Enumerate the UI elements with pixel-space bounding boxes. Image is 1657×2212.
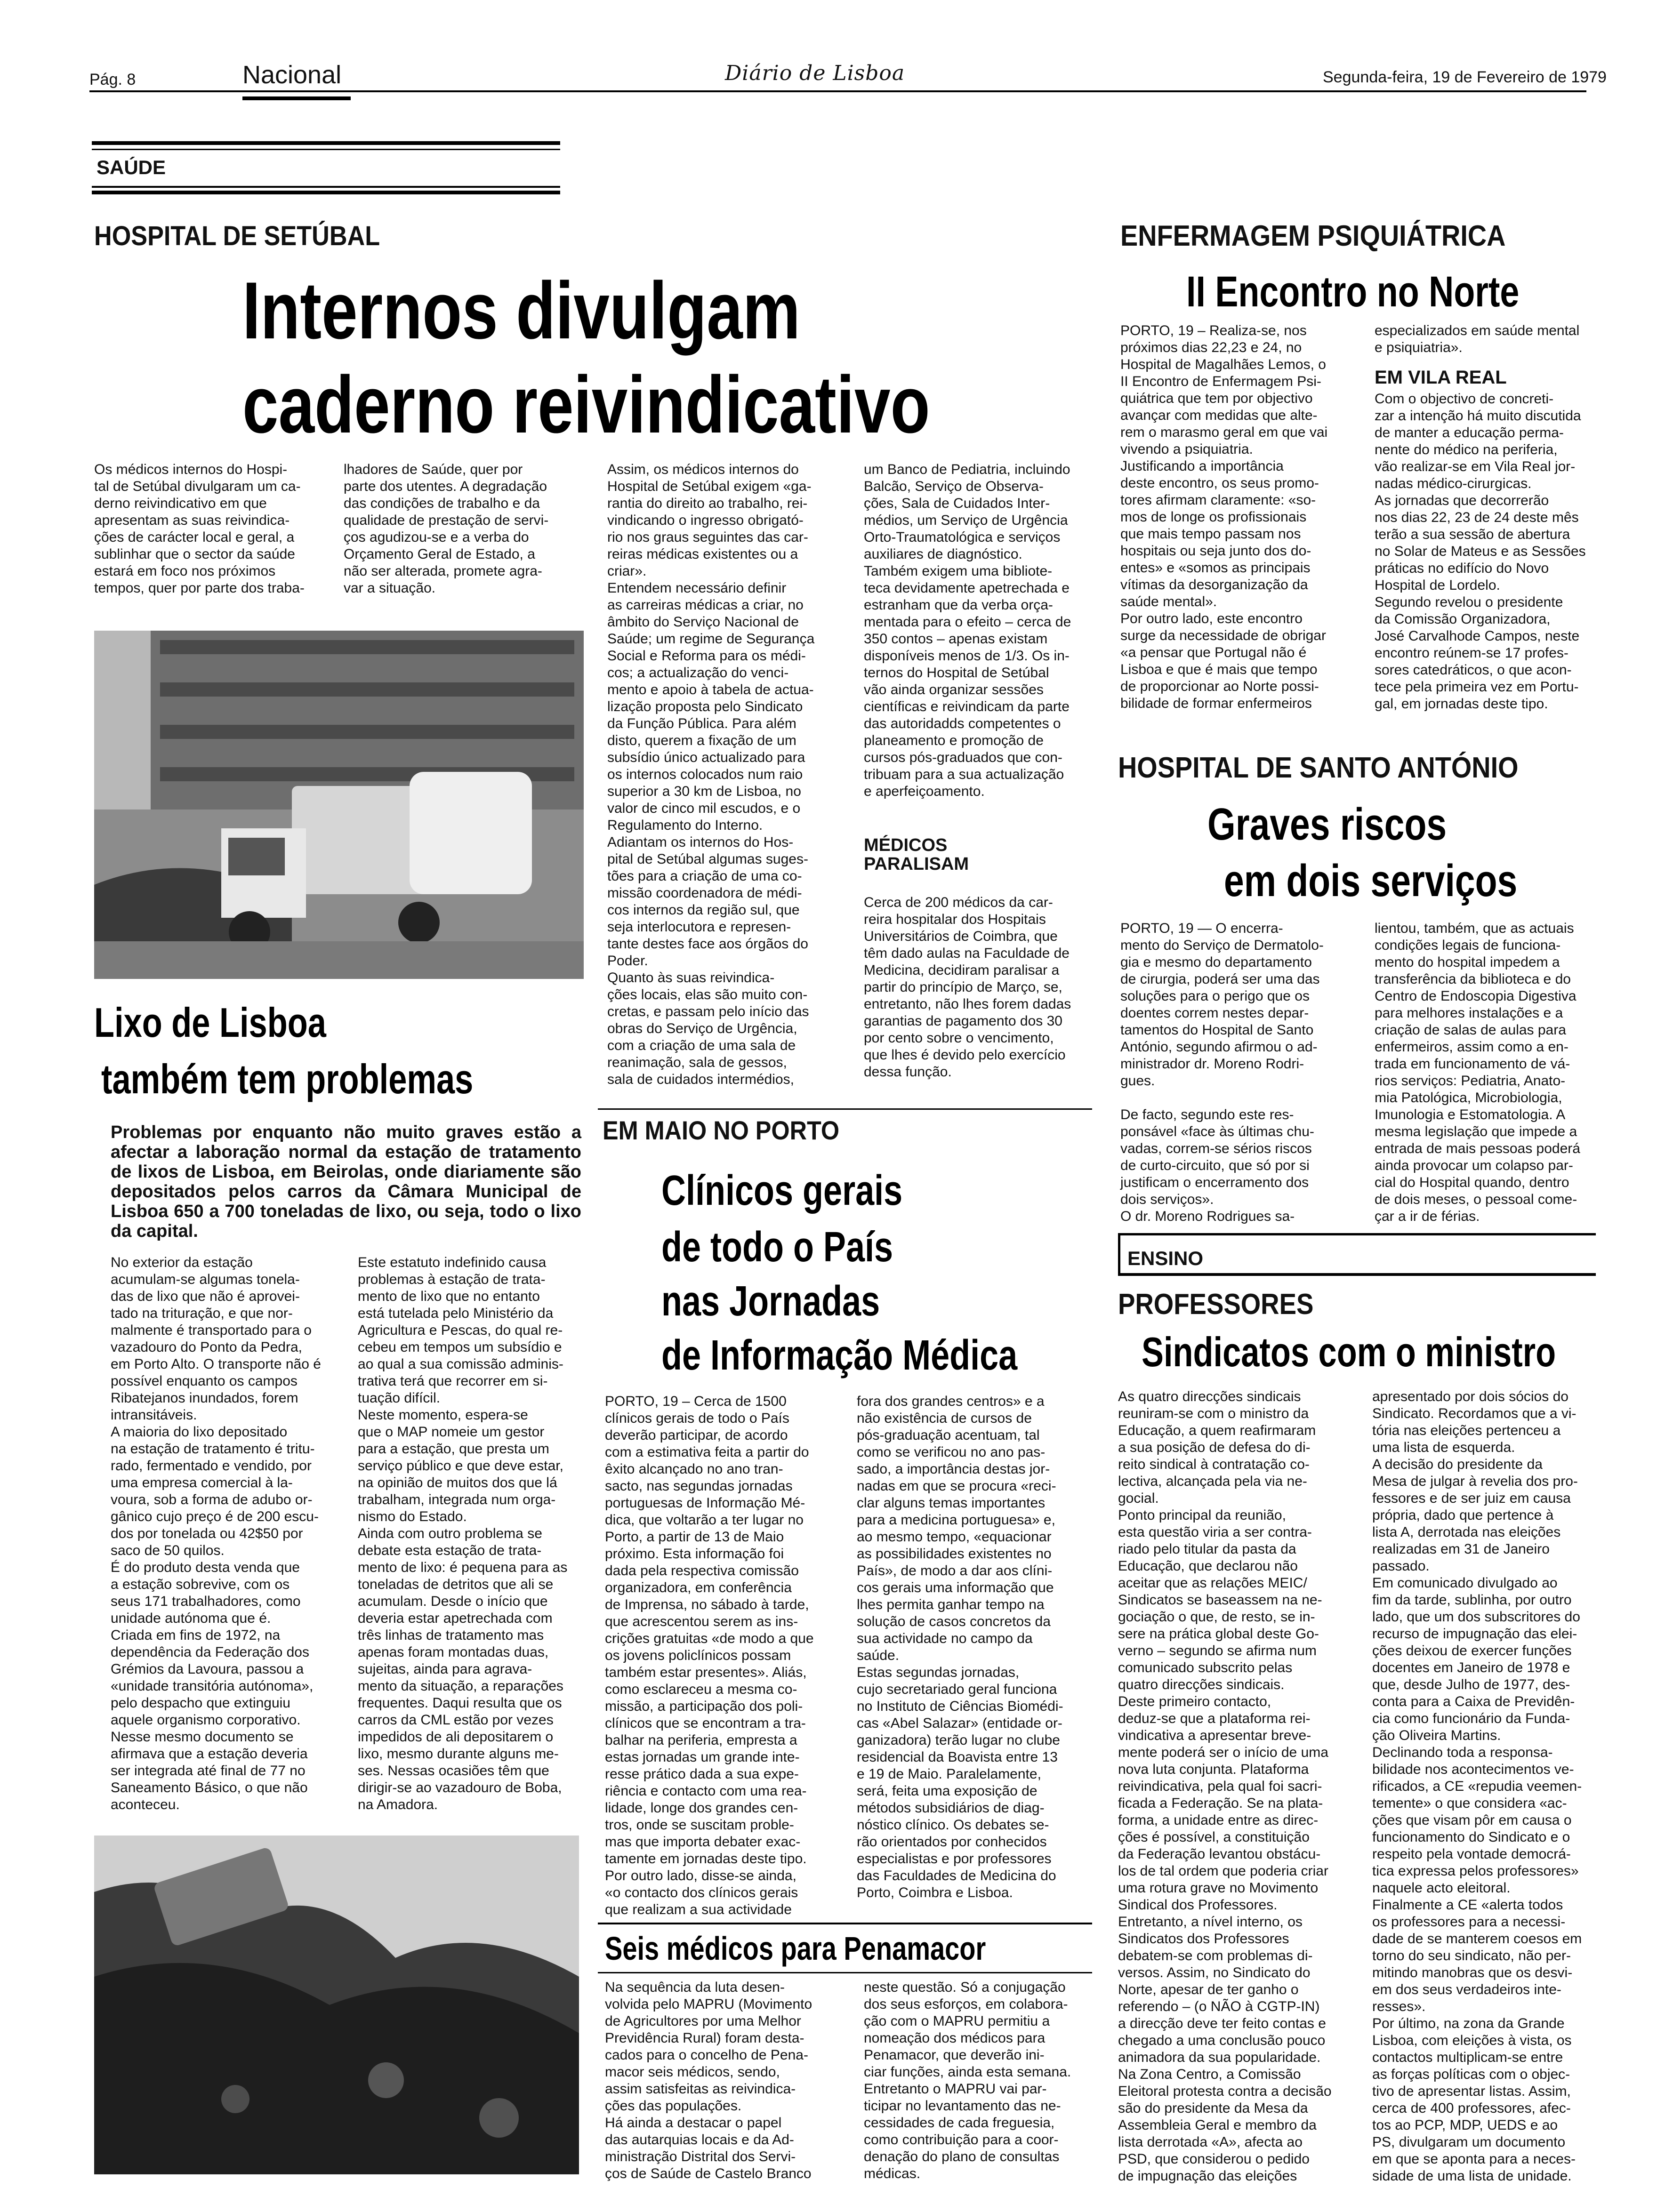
porto-kicker: EM MAIO NO PORTO bbox=[603, 1115, 840, 1145]
porto-headline-1: Clínicos gerais bbox=[661, 1167, 903, 1214]
saude-column-4: um Banco de Pediatria, incluindo Balcão, Serviço de Observa- ções, Sala de Cuidados Inter- médios, um Serviço de Urgência Orto-Traumatológica e serviços auxiliares de diagnóstico. Também exigem uma bibliote- teca devidamente apetrechada e estranham que da verba orça- mentada para o efeito – cerca de 350 contos – apenas existam disponíveis menos de 1/3. Os in- ternos do Hospital de Setúbal vão ainda organizar sessões científicas e reivindicam da parte das autoridadds competentes o planeamento e promoção de cursos pós-graduados que con- tribuam para a sua actualização e aperfeiçoamento. bbox=[864, 462, 1071, 799]
penamacor-column-1: Na sequência da luta desen- volvida pelo MAPRU (Movimento de Agricultores por uma Melhor Previdência Rural) foram desta- cados para o concelho de Pena- macor seis médicos, sendo, assim satisfeitas as reivindica- ções das populações. Há ainda a destacar o papel das autarquias locais e da Ad- ministração Distrital dos Servi- ços de Saúde de Castelo Branco bbox=[605, 1980, 812, 2181]
waste-heap-illustration bbox=[94, 1835, 579, 2174]
porto-headline-3: nas Jornadas bbox=[661, 1278, 880, 1325]
penamacor-rule-top bbox=[598, 1923, 1092, 1924]
porto-headline-4: de Informação Médica bbox=[661, 1332, 1018, 1379]
truck-illustration bbox=[94, 631, 584, 979]
santo-antonio-column-2: lientou, também, que as actuais condições legais de funciona- mento do hospital impedem a transferência da biblioteca e do Centro de Endoscopia Digestiva para melhores instalações e a criação de salas de aulas para enfermeiros, assim como a en- trada em funcionamento de vá- rios serviços: Pediatria, Anato- mia Patológica, Microbiologia, Imunologia e Estomatologia. A mesma legislação que impede a entrada de mais pessoas poderá ainda provocar um colapso par- cial do Hospital quando, dentro de dois meses, o pessoal come- çar a ir de férias. bbox=[1375, 921, 1580, 1224]
enfermagem-column-2b: Com o objectivo de concreti- zar a intenção há muito discutida de manter a educação perma- nente do médico na periferia, vão realizar-se em Vila Real jor- nadas médico-cirurgicas. As jornadas que decorrerão nos dias 22, 23 de 24 deste mês terão a sua sessão de abertura no Solar de Mateus e as Sessões práticas no edifício do Novo Hospital de Lordelo. Segundo revelou o presidente da Comissão Organizadora, José Carvalhode Campos, neste encontro reúnem-se 17 profes- sores catedráticos, o que acon- tece pela primeira vez em Portu- gal, em jornadas deste tipo. bbox=[1375, 391, 1586, 712]
saude-rule-top bbox=[92, 141, 560, 145]
paralisam-title-1: MÉDICOS bbox=[864, 835, 948, 855]
section-label-ensino: ENSINO bbox=[1127, 1247, 1204, 1269]
lixo-column-1: No exterior da estação acumulam-se algumas tonela- das de lixo que não é aprovei- tado na trituração, e que nor- malmente é transportado para o vazadouro do Ponto da Pedra, em Porto Alto. O transporte não é possível enquanto os campos Ribatejanos inundados, forem intransitáveis. A maioria do lixo depositado na estação de tratamento é tritu- rado, fermentado e vendido, por uma empresa comercial à la- voura, sob a forma de adubo or- gânico cujo preço é de 200 escu- dos por tonelada ou 42$50 por saco de 50 quilos. É do produto desta venda que a estação sobrevive, com os seus 171 trabalhadores, como unidade autónoma que é. Criada em fins de 1972, na dependência da Federação dos Grémios da Lavoura, passou a «unidade transitória autónoma», pelo despacho que extinguiu aquele organismo corporativo. Nesse mesmo documento se afirmava que a estação deveria ser integrada até final de 77 no Saneamento Básico, o que não aconteceu. bbox=[111, 1255, 321, 1812]
penamacor-rule-bottom bbox=[598, 1972, 1092, 1973]
enfermagem-column-2a: especializados em saúde mental e psiquiatria». bbox=[1375, 323, 1580, 355]
page-number: 8 bbox=[127, 71, 136, 88]
ensino-rule-top bbox=[1118, 1233, 1596, 1235]
page-label: Pág. bbox=[89, 71, 122, 88]
saude-rule-right bbox=[92, 191, 560, 194]
waste-truck-photo bbox=[94, 631, 584, 979]
ensino-rule-left bbox=[1118, 1233, 1120, 1275]
ensino-column-2: apresentado por dois sócios do Sindicato. Recordamos que a vi- tória nas eleições pertenceu a uma lista de esquerda. A decisão do presidente da Mesa de julgar à revelia dos pro- fessores e de ser juiz em causa própria, dado que pertence à lista A, derrotada nas eleições realizadas em 31 de Janeiro passado. Em comunicado divulgado ao fim da tarde, sublinha, por outro lado, que um dos subscritores do recurso de impugnação das elei- ções deixou de exercer funções docentes em Janeiro de 1978 e que, desde Julho de 1977, des- conta para a Caixa de Previdên- cia como funcionário da Funda- ção Oliveira Martins. Declinando toda a responsa- bilidade nos acontecimentos ve- rificados, a CE «repudia veemen- temente» o que considera «ac- ções que visam pôr em causa o funcionamento do Sindicato e o respeito pela vontade democrá- tica expressa pelos professores» naquele acto eleitoral. Finalmente a CE «alerta todos os professores para a necessi- dade de se manterem coesos em torno do seu sindicato, não per- mitindo manobras que os desvi- em dos seus verdadeiros inte- resses». Por último, na zona da Grande Lisboa, com eleições à vista, os contactos multiplicam-se entre as forças políticas com o objec- tivo de apresentar listas. Assim, cerca de 400 professores, afec- tos ao PCP, MDP, UEDS e ao PS, divulgaram um documento em que se aponta para a neces- sidade de uma lista de unidade. bbox=[1372, 1389, 1582, 2184]
saude-column-1: Os médicos internos do Hospi- tal de Setúbal divulgaram um ca- derno reivindicativo em que apresentam as suas reivindica- ções de carácter local e geral, a sublinhar que o sector da saúde estará em foco nos próximos tempos, quer por parte dos traba- bbox=[94, 462, 305, 596]
penamacor-column-2: neste questão. Só a conjugação dos seus esforços, em colabora- ção com o MAPRU permitiu a nomeação dos médicos para Penamacor, que deverão ini- ciar funções, ainda esta semana. Entretanto o MAPRU vai par- ticipar no levantamento das ne- cessidades de cada freguesia, como contribuição para a coor- denação do plano de consultas médicas. bbox=[864, 1980, 1071, 2181]
saude-column-2: lhadores de Saúde, quer por parte dos utentes. A degradação das condições de trabalho e da qualidade de prestação de servi- ços agudizou-se e a verba do Orçamento Geral de Estado, a não ser alterada, promete agra- var a situação. bbox=[344, 462, 549, 596]
newspaper-name: Diário de Lisboa bbox=[725, 61, 905, 85]
issue-date: Segunda-feira, 19 de Fevereiro de 1979 bbox=[1323, 68, 1607, 86]
saude-rule-top-thin bbox=[92, 149, 560, 150]
saude-column-3: Assim, os médicos internos do Hospital de Setúbal exigem «ga- rantia do direito ao trabalho, rei- vindicando o ingresso obrigató- rio nos graus seguintes das car- reiras médicas existentes ou a criar». Entendem necessário definir as carreiras médicas a criar, no âmbito do Serviço Nacional de Saúde; um regime de Segurança Social e Reforma para os médi- cos; a actualização do venci- mento e apoio à tabela de actua- lização proposta pelo Sindicato da Função Pública. Para além disto, querem a fixação de um subsídio único actualizado para os internos colocados num raio superior a 30 km de Lisboa, no valor de cinco mil escudos, e o Regulamento do Interno. Adiantam os internos do Hos- pital de Setúbal algumas suges- tões para a criação de uma co- missão coordenadora de médi- cos internos da região sul, que seja interlocutora e represen- tante destes face aos órgãos do Poder. Quanto às suas reivindica- ções locais, elas são muito con- cretas, e passam pelo início das obras do Serviço de Urgência, com a criação de uma sala de reanimação, sala de gessos, sala de cuidados intermédios, bbox=[607, 462, 815, 1087]
porto-headline-2: de todo o País bbox=[661, 1224, 893, 1271]
porto-rule-top bbox=[598, 1108, 1092, 1110]
section-label-saude: SAÚDE bbox=[97, 156, 166, 178]
masthead-rule bbox=[89, 90, 1586, 92]
paralisam-title-2: PARALISAM bbox=[864, 854, 969, 874]
saude-rule-bottom bbox=[92, 186, 560, 188]
page-number-label bbox=[89, 71, 136, 89]
enfermagem-headline: II Encontro no Norte bbox=[1186, 268, 1520, 316]
enfermagem-column-1: PORTO, 19 – Realiza-se, nos próximos dias 22,23 e 24, no Hospital de Magalhães Lemos, o II Encontro de Enfermagem Psi- quiátrica que tem por objectivo avançar com medidas que alte- rem o marasmo geral em que vai vivendo a psiquiatria. Justificando a importância deste encontro, os seus promo- tores afirmam claramente: «so- mos de longe os profissionais que mais tempo passam nos hospitais ou seja junto dos do- entes» e «somos as principais vítimas da desorganização da saúde mental». Por outro lado, este encontro surge da necessidade de obrigar «a pensar que Portugal não é Lisboa e que é mais que tempo de proporcionar ao Norte possi- bilidade de formar enfermeiros bbox=[1120, 323, 1328, 711]
santo-antonio-headline-2: em dois serviços bbox=[1224, 856, 1518, 906]
lixo-headline-1: Lixo de Lisboa bbox=[94, 999, 326, 1046]
section-name: Nacional bbox=[242, 61, 342, 89]
saude-headline-2: caderno reivindicativo bbox=[242, 360, 930, 450]
saude-kicker: HOSPITAL DE SETÚBAL bbox=[94, 221, 380, 251]
ensino-column-1: As quatro direcções sindicais reuniram-se com o ministro da Educação, a quem reafirmaram a sua posição de defesa do di- reito sindical à contratação co- lectiva, alcançada pela via ne- gocial. Ponto principal da reunião, esta questão viria a ser contra- riado pelo titular da pasta da Educação, que declarou não aceitar que as relações MEIC/ Sindicatos se baseassem na ne- gociação o que, de resto, se in- sere na prática global deste Go- verno – segundo se afirma num comunicado subscrito pelas quatro direcções sindicais. Deste primeiro contacto, deduz-se que a plataforma rei- vindicativa a apresentar breve- mente poderá ser o início de uma nova luta conjunta. Plataforma reivindicativa, pela qual foi sacri- ficada a Federação. Se na plata- forma, a unidade entre as direc- ções é possível, a constituição da Federação levantou obstácu- los de tal ordem que poderia criar uma rotura grave no Movimento Sindical dos Professores. Entretanto, a nível interno, os Sindicatos dos Professores debatem-se com problemas di- versos. Assim, no Sindicato do Norte, apesar de ter ganho o referendo – (o NÃO à CGTP-IN) a direcção deve ter feito contas e chegado a uma conclusão pouco animadora da sua popularidade. Na Zona Centro, a Comissão Eleitoral protesta contra a decisão são do presidente da Mesa da Assembleia Geral e membro da lista derrotada «A», afecta ao PSD, que considerou o pedido de impugnação das eleições bbox=[1118, 1389, 1332, 2184]
porto-column-2: fora dos grandes centros» e a não existência de cursos de pós-graduação acentuam, tal como se verificou no ano pas- sado, a importância destas jor- nadas em que se procura «reci- clar alguns temas importantes para a medicina portuguesa» e, ao mesmo tempo, «equacionar as possibilidades existentes no País», de modo a dar aos clíni- cos gerais uma informação que lhes permita ganhar tempo na solução de casos concretos da sua actividade no campo da saúde. Estas segundas jornadas, cujo secretariado geral funciona no Instituto de Ciências Biomédi- cas «Abel Salazar» (entidade or- ganizadora) terão lugar no clube residencial da Boavista entre 13 e 19 de Maio. Paralelamente, será, feita uma exposição de métodos subsidiários de diag- nóstico clínico. Os debates se- rão orientados por conhecidos especialistas e por professores das Faculdades de Medicina do Porto, Coimbra e Lisboa. bbox=[857, 1394, 1063, 1900]
santo-antonio-column-1: PORTO, 19 — O encerra- mento do Serviço de Dermatolo- gia e mesmo do departamento de cirurgia, poderá ser uma das soluções para o perigo que os doentes correm nestes depar- tamentos do Hospital de Santo António, segundo afirmou o ad- ministrador dr. Moreno Rodri- gues. De facto, segundo este res- ponsável «face às últimas chu- vadas, correm-se sérios riscos de curto-circuito, que só por si justificam o encerramento dos dois serviços». O dr. Moreno Rodrigues sa- bbox=[1120, 921, 1324, 1224]
santo-antonio-kicker: HOSPITAL DE SANTO ANTÓNIO bbox=[1118, 752, 1519, 784]
paralisam-text: Cerca de 200 médicos da car- reira hospitalar dos Hospitais Universitários de Coimbra, que têm dado aulas na Faculdade de Medicina, decidiram paralisar a partir do princípio de Março, se, entretanto, não lhes forem dadas garantias de pagamento dos 30 por cento sobre o vencimento, que lhes é devido pelo exercício dessa função. bbox=[864, 895, 1071, 1080]
section-underline bbox=[242, 96, 351, 100]
vila-real-subhead: EM VILA REAL bbox=[1375, 367, 1507, 388]
porto-column-1: PORTO, 19 – Cerca de 1500 clínicos gerais de todo o País deverão participar, de acordo com a estimativa feita a partir do êxito alcançado no ano tran- sacto, nas segundas jornadas portuguesas de Informação Mé- dica, que voltarão a ter lugar no Porto, a partir de 13 de Maio próximo. Esta informação foi dada pela respectiva comissão organizadora, em conferência de Imprensa, no sábado à tarde, que acrescentou serem as ins- crições gratuitas «de modo a que os jovens policlínicos possam também estar presentes». Aliás, como esclareceu a mesma co- missão, a participação dos poli- clínicos que se encontram a tra- balhar na periferia, empresta a estas jornadas um grande inte- resse prático dada a sua expe- riência e contacto com uma rea- lidade, longe dos grandes cen- tros, onde se suscitam proble- mas que importa debater exac- tamente em jornadas deste tipo. Por outro lado, disse-se ainda, «o contacto dos clínicos gerais que realizam a sua actividade bbox=[605, 1394, 814, 1917]
lixo-column-2: Este estatuto indefinido causa problemas à estação de trata- mento de lixo que no entanto está tutelada pelo Ministério da Agricultura e Pescas, do qual re- cebeu em tempos um subsídio e ao qual a sua comissão adminis- trativa terá que recorrer em si- tuação difícil. Neste momento, espera-se que o MAP nomeie um gestor para a estação, que presta um serviço público e que deve estar, na opinião de muitos dos que lá trabalham, integrada num orga- nismo do Estado. Ainda com outro problema se debate esta estação de trata- mento de lixo: é pequena para as toneladas de detritos que ali se acumulam. Desde o início que deveria estar apetrechada com três linhas de tratamento mas apenas foram montadas duas, sujeitas, ainda para agrava- mento da situação, a reparações frequentes. Daqui resulta que os carros da CML estão por vezes impedidos de ali depositarem o lixo, mesmo durante alguns me- ses. Nessas ocasiões têm que dirigir-se ao vazadouro de Boba, na Amadora. bbox=[358, 1255, 568, 1812]
penamacor-headline: Seis médicos para Penamacor bbox=[605, 1930, 986, 1967]
lixo-headline-2: também tem problemas bbox=[101, 1056, 474, 1102]
enfermagem-kicker: ENFERMAGEM PSIQUIÁTRICA bbox=[1120, 220, 1506, 252]
santo-antonio-headline-1: Graves riscos bbox=[1207, 799, 1447, 850]
lixo-lead: Problemas por enquanto não muito graves estão a afectar a laboração normal da estação de tratamento de lixos de Lisboa, em Beirolas, onde diariamente são depositados pelos carros da Câmara Municipal de Lisboa 650 a 700 toneladas de lixo, ou seja, todo o lixo da capital. bbox=[111, 1122, 581, 1241]
ensino-kicker: PROFESSORES bbox=[1118, 1288, 1314, 1321]
ensino-rule-bottom bbox=[1118, 1273, 1596, 1276]
waste-heap-photo bbox=[94, 1835, 579, 2174]
ensino-headline: Sindicatos com o ministro bbox=[1142, 1329, 1556, 1375]
saude-headline-1: Internos divulgam bbox=[242, 265, 801, 356]
